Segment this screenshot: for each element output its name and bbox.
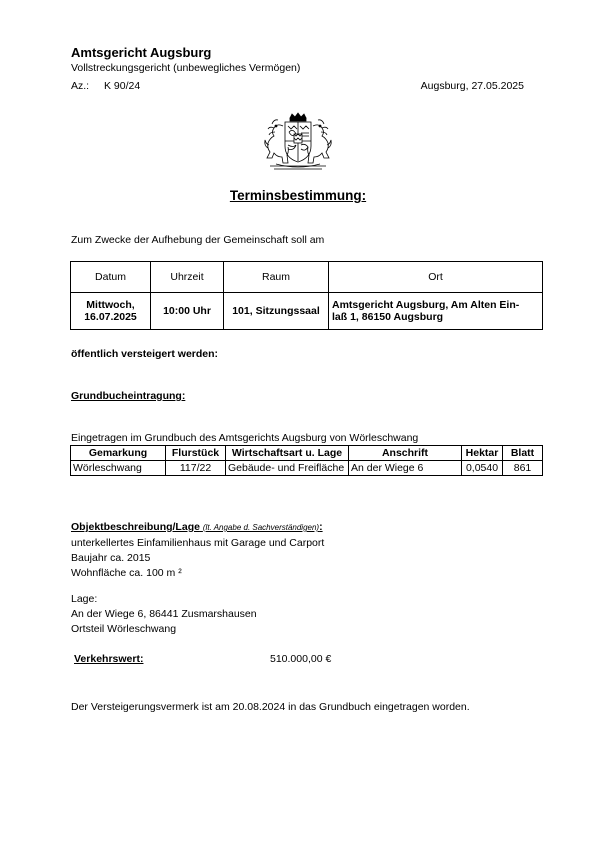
appointment-table <box>70 261 543 330</box>
object-line: Baujahr ca. 2015 <box>71 552 151 564</box>
cell-wirtschaftsart: Gebäude- und Freifläche <box>226 461 349 476</box>
header-raum: Raum <box>224 262 329 293</box>
termin-ort: Amtsgericht Augsburg, Am Alten Ein- laß 1, 86150 Augsburg <box>329 293 543 330</box>
cell-hektar: 0,0540 <box>462 461 503 476</box>
termin-datum: Mittwoch, 16.07.2025 <box>71 293 151 330</box>
header-wirtschaftsart: Wirtschaftsart u. Lage <box>226 446 349 461</box>
intro-text: Zum Zwecke der Aufhebung der Gemeinschaft soll am <box>71 234 325 246</box>
place-date: Augsburg, 27.05.2025 <box>420 80 524 92</box>
object-heading-note: (lt. Angabe d. Sachverständigen) <box>202 523 320 532</box>
auction-statement: öffentlich versteigert werden: <box>71 348 219 360</box>
termin-raum: 101, Sitzungssaal <box>224 293 329 330</box>
land-register-text: Eingetragen im Grundbuch des Amtsgerichts Augsburg von Wörleschwang <box>71 432 419 444</box>
termin-uhrzeit: 10:00 Uhr <box>151 293 224 330</box>
object-line: Wohnfläche ca. 100 m ² <box>71 567 182 579</box>
page-title: Terminsbestimmung: <box>229 188 367 203</box>
land-register-table <box>70 445 543 476</box>
header-flurstueck: Flurstück <box>166 446 226 461</box>
closing-note: Der Versteigerungsvermerk ist am 20.08.2024 in das Grundbuch eingetragen worden. <box>71 701 470 713</box>
location-line: Ortsteil Wörleschwang <box>71 623 177 635</box>
object-description-heading <box>71 521 323 533</box>
case-number: K 90/24 <box>104 80 141 92</box>
table-row <box>71 461 543 476</box>
object-heading-text: Objektbeschreibung/Lage <box>71 521 200 533</box>
market-value: 510.000,00 € <box>270 653 332 665</box>
object-line: unterkellertes Einfamilienhaus mit Garage und Carport <box>71 537 325 549</box>
table-header-row <box>71 262 543 293</box>
table-row <box>71 293 543 330</box>
location-label: Lage: <box>71 593 98 605</box>
table-header-row <box>71 446 543 461</box>
cell-flurstueck: 117/22 <box>166 461 226 476</box>
cell-blatt: 861 <box>503 461 543 476</box>
bavarian-coat-of-arms-icon <box>262 112 334 174</box>
header-hektar: Hektar <box>462 446 503 461</box>
object-heading-colon: : <box>319 521 323 533</box>
header-gemarkung: Gemarkung <box>71 446 166 461</box>
header-datum: Datum <box>71 262 151 293</box>
header-blatt: Blatt <box>503 446 543 461</box>
header-ort: Ort <box>329 262 543 293</box>
court-name: Amtsgericht Augsburg <box>71 45 212 60</box>
cell-gemarkung: Wörleschwang <box>71 461 166 476</box>
header-uhrzeit: Uhrzeit <box>151 262 224 293</box>
market-value-label: Verkehrswert: <box>74 653 144 665</box>
case-number-label: Az.: <box>71 80 90 92</box>
land-register-heading: Grundbucheintragung: <box>71 390 186 402</box>
header-anschrift: Anschrift <box>349 446 462 461</box>
location-line: An der Wiege 6, 86441 Zusmarshausen <box>71 608 257 620</box>
cell-anschrift: An der Wiege 6 <box>349 461 462 476</box>
court-subtitle: Vollstreckungsgericht (unbewegliches Vermögen) <box>71 62 301 74</box>
